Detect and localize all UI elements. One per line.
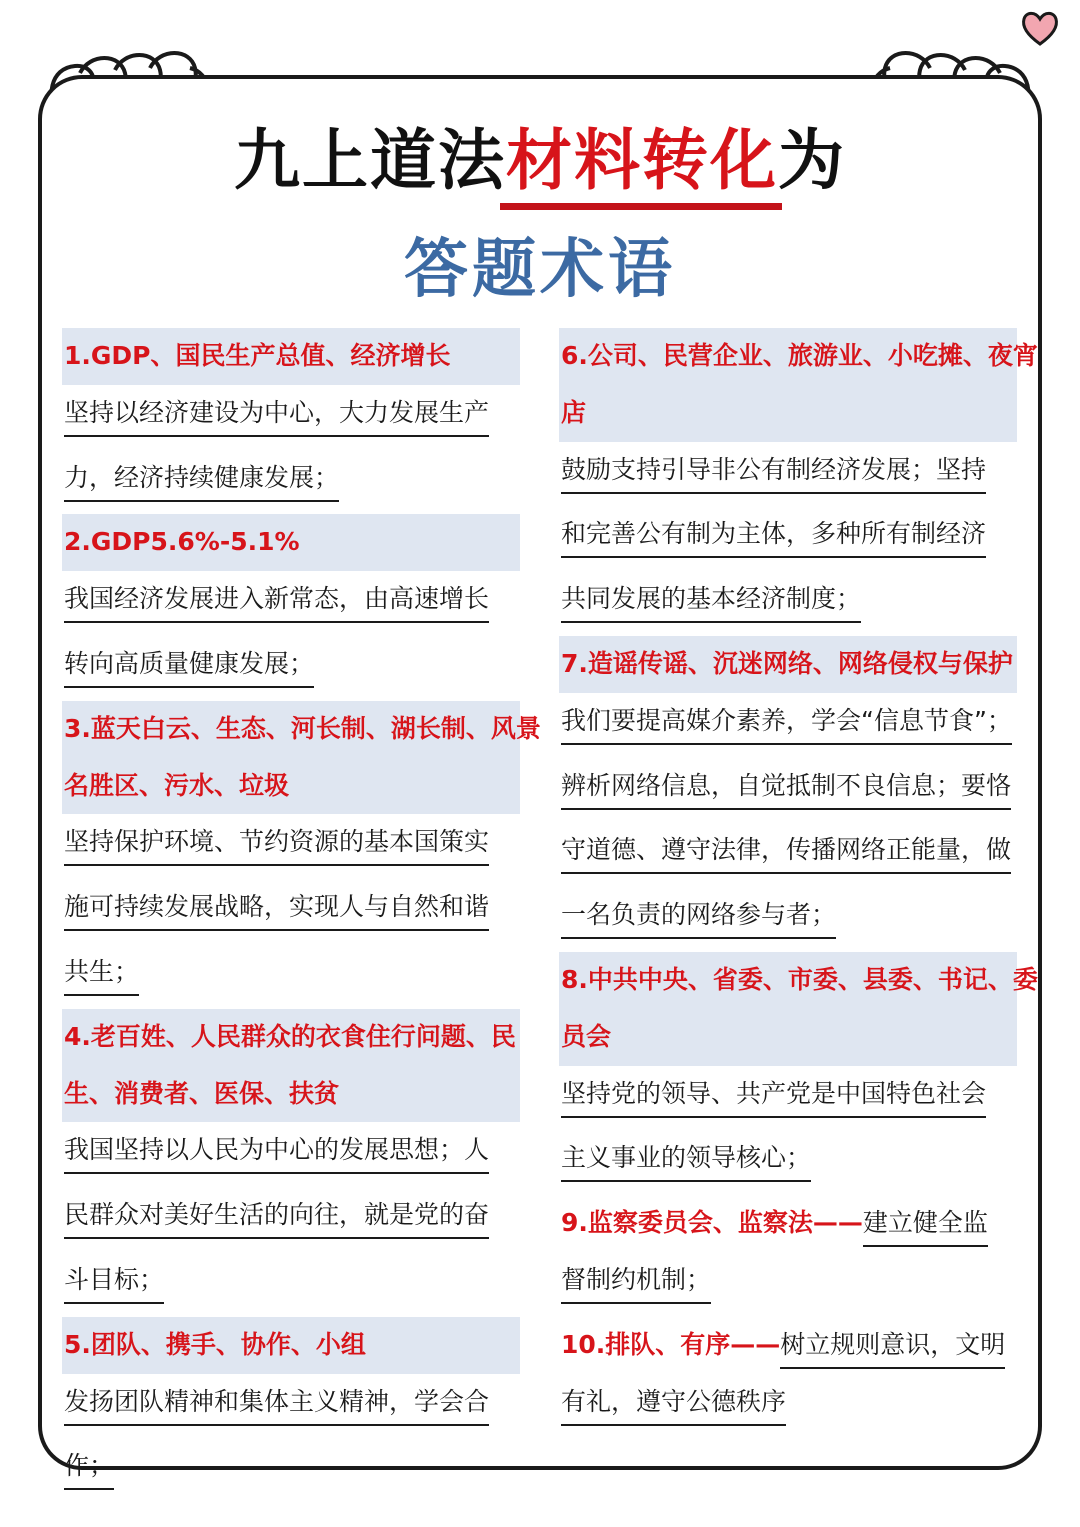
section-9-heading: 9.监察委员会、监察法——建立健全监	[559, 1195, 1017, 1252]
heart-icon	[1018, 8, 1062, 48]
page-title	[0, 118, 1080, 204]
left-column	[62, 328, 541, 1503]
title-part-1: 九上道法	[234, 122, 506, 199]
section-6-heading: 6.公司、民营企业、旅游业、小吃摊、夜宵 店	[559, 328, 1017, 442]
section-8-heading: 8.中共中央、省委、市委、县委、书记、委 员会	[559, 952, 1017, 1066]
right-column	[559, 328, 1038, 1438]
section-9-body: 督制约机制；	[559, 1252, 1017, 1317]
section-2-body: 我国经济发展进入新常态，由高速增长 转向高质量健康发展；	[62, 571, 520, 701]
section-3-body: 坚持保护环境、节约资源的基本国策实 施可持续发展战略，实现人与自然和谐 共生；	[62, 814, 520, 1008]
section-5-body: 发扬团队精神和集体主义精神，学会合 作；	[62, 1374, 520, 1504]
section-7-body: 我们要提高媒介素养，学会“信息节食”； 辨析网络信息，自觉抵制不良信息；要恪 守道德、遵守法律，传播网络正能量，做 一名负责的网络参与者；	[559, 693, 1017, 952]
title-highlight: 材料转化	[506, 118, 778, 204]
section-1-body: 坚持以经济建设为中心，大力发展生产 力，经济持续健康发展；	[62, 385, 520, 515]
section-10-heading: 10.排队、有序——树立规则意识，文明	[559, 1317, 1017, 1374]
section-6-body: 鼓励支持引导非公有制经济发展；坚持 和完善公有制为主体，多种所有制经济 共同发展的基本经济制度；	[559, 442, 1017, 636]
section-7-heading: 7.造谣传谣、沉迷网络、网络侵权与保护	[559, 636, 1017, 693]
page-subtitle: 答题术语	[404, 233, 676, 307]
section-4-body: 我国坚持以人民为中心的发展思想；人 民群众对美好生活的向往，就是党的奋 斗目标；	[62, 1122, 520, 1316]
section-1-heading: 1.GDP、国民生产总值、经济增长	[62, 328, 520, 385]
section-8-body: 坚持党的领导、共产党是中国特色社会 主义事业的领导核心；	[559, 1066, 1017, 1196]
section-3-heading: 3.蓝天白云、生态、河长制、湖长制、风景 名胜区、污水、垃圾	[62, 701, 520, 815]
section-4-heading: 4.老百姓、人民群众的衣食住行问题、民 生、消费者、医保、扶贫	[62, 1009, 520, 1123]
section-5-heading: 5.团队、携手、协作、小组	[62, 1317, 520, 1374]
title-part-2: 为	[778, 122, 846, 199]
section-10-body: 有礼，遵守公德秩序	[559, 1374, 1017, 1439]
section-2-heading: 2.GDP5.6%-5.1%	[62, 514, 520, 571]
